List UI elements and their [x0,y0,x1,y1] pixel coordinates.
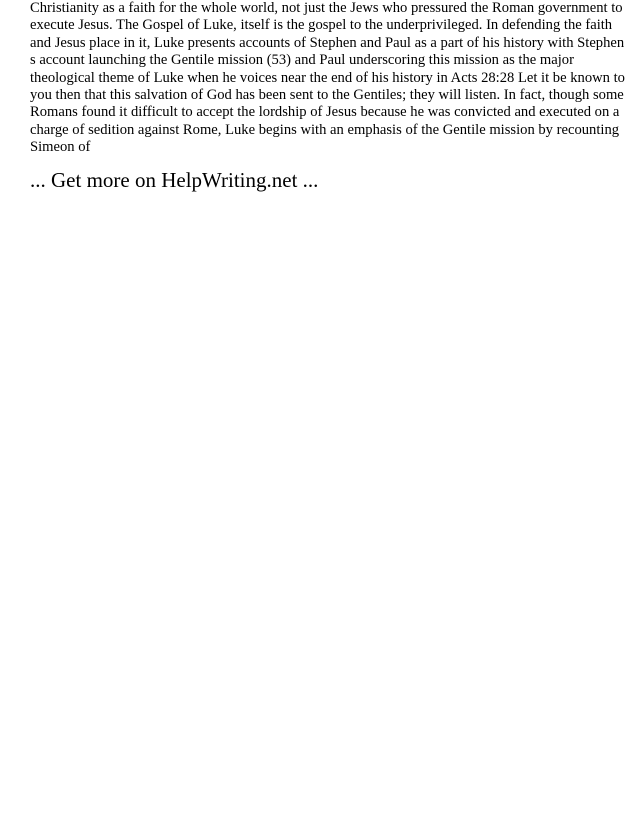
body-line-7: Romans found it difficult to accept the lordship of Jesus because he was convicted and executed on a [30,104,620,121]
body-line-1: Christianity as a faith for the whole world, not just the Jews who pressured the Roman government to [30,0,623,16]
promo-link-text: ... Get more on HelpWriting.net ... [30,168,319,192]
body-line-2: execute Jesus. The Gospel of Luke, itself is the gospel to the underprivileged. In defending the faith [30,17,613,34]
body-line-5: theological theme of Luke when he voices near the end of his history in Acts 28:28 Let it be known to [30,69,625,86]
body-paragraph [30,0,625,157]
body-line-4: s account launching the Gentile mission (53) and Paul underscoring this mission as the major [30,52,574,69]
body-line-3: and Jesus place in it, Luke presents accounts of Stephen and Paul as a part of his history with Stephen [30,34,625,51]
body-line-8: charge of sedition against Rome, Luke begins with an emphasis of the Gentile mission by recounting [30,121,620,138]
body-line-6: you then that this salvation of God has been sent to the Gentiles; they will listen. In fact, though some [30,87,624,104]
body-line-9: Simeon of [30,139,91,156]
